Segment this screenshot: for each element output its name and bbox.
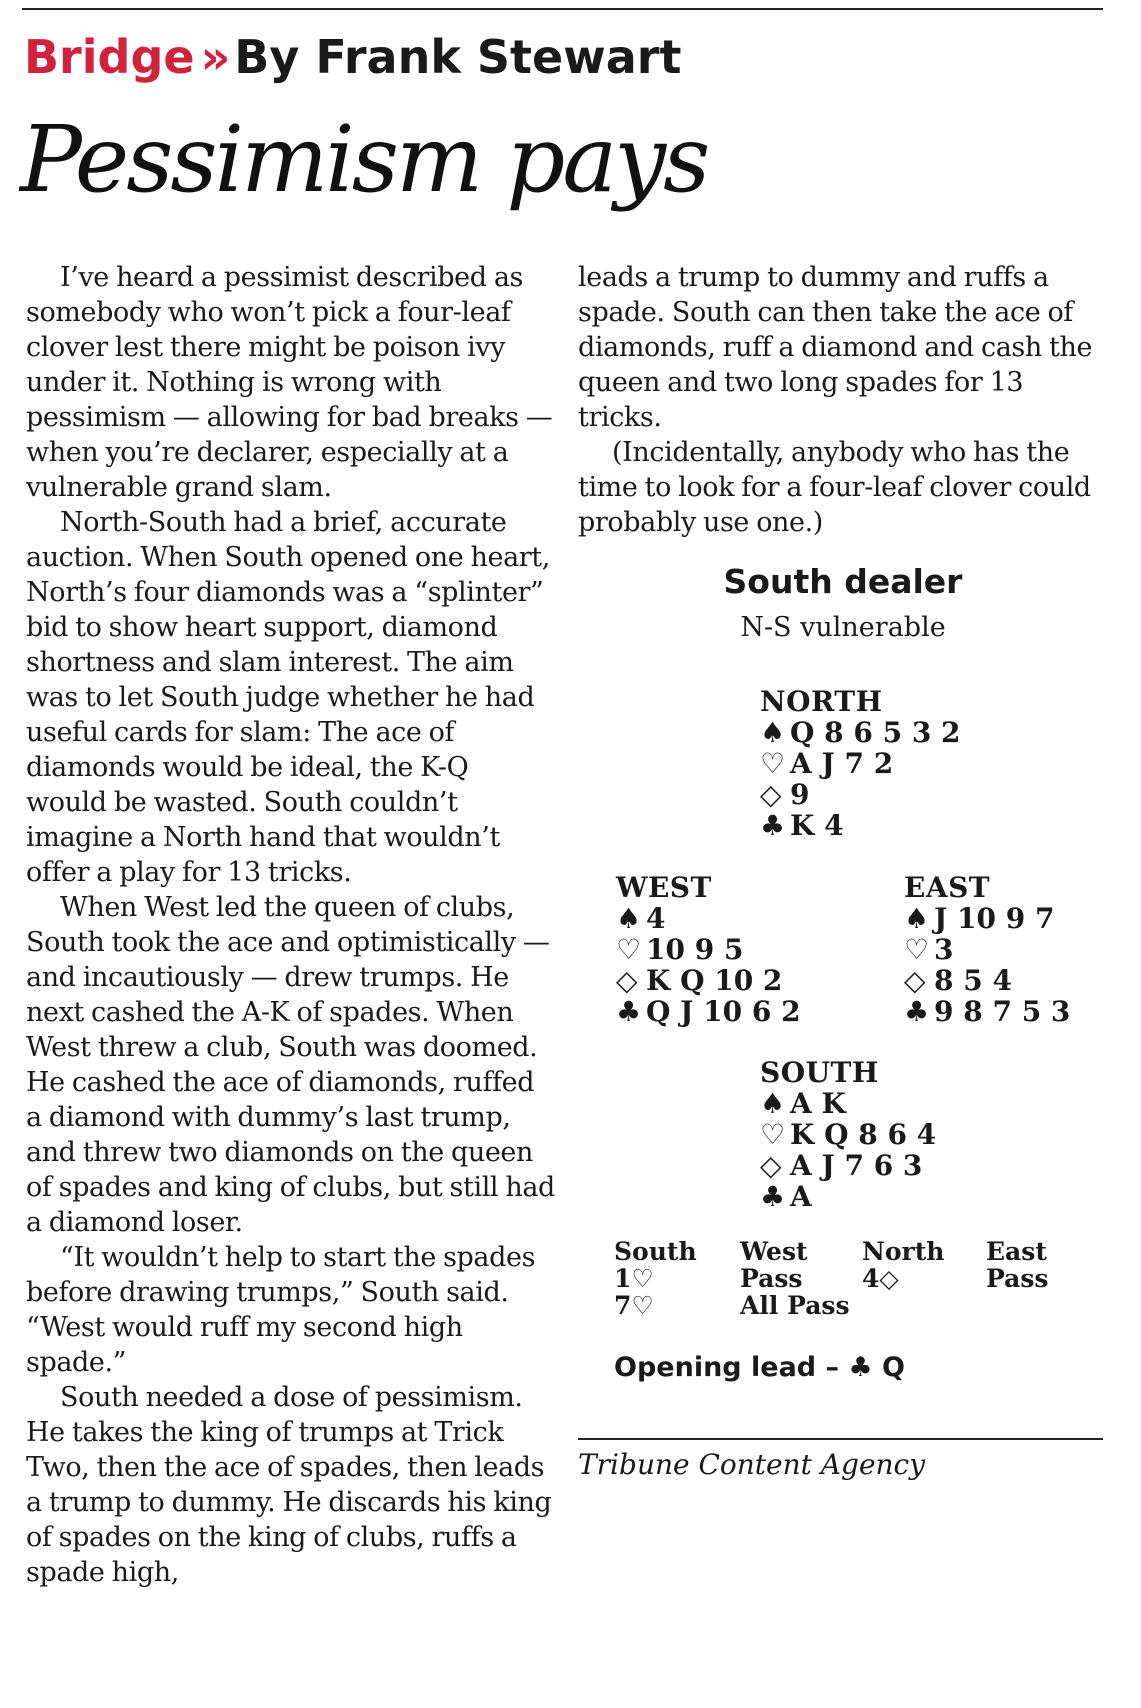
spade-icon: ♠ [760,1087,786,1120]
heart-icon: ♡ [760,747,786,780]
club-icon: ♣ [616,995,642,1028]
bid-header: North [862,1237,945,1266]
clubs-holding: A [790,1180,812,1213]
hearts-holding: 10 9 5 [646,933,744,966]
diamond-icon: ◇ [760,1149,782,1182]
hearts-holding: 3 [934,933,954,966]
bidding-column-north [862,1238,944,1292]
hearts-holding: K Q 8 6 4 [790,1118,937,1151]
diamonds-holding: A J 7 6 3 [790,1149,923,1182]
spade-icon: ♠ [904,902,930,935]
diamonds-holding: 8 5 4 [934,964,1012,997]
heart-icon: ♡ [616,933,642,966]
heart-icon: ♡ [904,933,930,966]
spades-holding: A K [790,1087,846,1120]
hand-south [760,1057,936,1212]
paragraph: (Incidentally, anybody who has the time to look for a four-leaf clover could probably use one.) [578,437,1091,538]
opening-lead: Opening lead – ♣ Q [614,1352,905,1383]
spade-icon: ♠ [760,716,786,749]
bid: All Pass [740,1291,850,1320]
clubs-holding: 9 8 7 5 3 [934,995,1071,1028]
spade-icon: ♠ [616,902,642,935]
bid-header: South [614,1237,697,1266]
club-icon: ♣ [760,1180,786,1213]
diamond-icon: ◇ [760,778,782,811]
bidding-column-west [740,1238,850,1319]
hand-label: SOUTH [760,1056,879,1089]
club-icon: ♣ [904,995,930,1028]
separator-glyph: » [200,30,231,84]
hand-west [616,872,801,1027]
bottom-rule [578,1438,1103,1440]
hand-label: WEST [616,871,712,904]
diamonds-holding: 9 [790,778,810,811]
spades-holding: J 10 9 7 [934,902,1055,935]
hearts-holding: A J 7 2 [790,747,894,780]
bid: 4◇ [862,1264,899,1293]
bid: Pass [740,1264,803,1293]
spades-holding: 4 [646,902,666,935]
paragraph: South needed a dose of pessimism. He takes the king of trumps at Trick Two, then the ace of spades, then leads a trump to dummy. He discards his king of spades on the king of clubs, ruffs a spade high, [26,1382,552,1588]
headline: Pessimism pays [20,106,708,213]
heart-icon: ♡ [760,1118,786,1151]
article-right-column [578,260,1108,540]
hand-east [904,872,1070,1027]
bidding-column-east [986,1238,1048,1292]
clubs-holding: K 4 [790,809,844,842]
paragraph: North-South had a brief, accurate auction. When South opened one heart, North’s four diamonds was a “splinter” bid to show heart support, diamond shortness and slam interest. The aim was to let South judge whether he had useful cards for slam: The ace of diamonds would be ideal, the K-Q would be wasted. South couldn’t imagine a North hand that wouldn’t offer a play for 13 tricks. [26,507,550,888]
deal-title: South dealer [723,562,963,601]
hand-north [760,686,961,841]
diamond-icon: ◇ [616,964,638,997]
bidding-column-south [614,1238,697,1319]
spades-holding: Q 8 6 5 3 2 [790,716,961,749]
clubs-holding: Q J 10 6 2 [646,995,801,1028]
hand-label: NORTH [760,685,883,718]
paragraph: When West led the queen of clubs, South took the ace and optimistically — and incautiously — drew trumps. He next cashed the A-K of spades. When West threw a club, South was doomed. He cashed the ace of diamonds, ruffed a diamond with dummy’s last trump, and threw two diamonds on the queen of spades and king of clubs, but still had a diamond loser. [26,892,555,1238]
deal-vulnerability: N-S vulnerable [740,612,946,643]
top-rule [22,8,1103,10]
column-header [24,30,681,84]
club-icon: ♣ [760,809,786,842]
article-left-column [26,260,556,1590]
credit-line: Tribune Content Agency [578,1448,926,1481]
bid: Pass [986,1264,1049,1293]
paragraph-continuation: leads a trump to dummy and ruffs a spade. South can then take the ace of diamonds, ruff a diamond and cash the queen and two long spades for 13 tricks. [578,262,1093,433]
bid-header: West [740,1237,808,1266]
bid: 7♡ [614,1291,654,1320]
byline: By Frank Stewart [234,30,682,84]
section-kicker: Bridge [24,30,195,84]
bid: 1♡ [614,1264,654,1293]
diamonds-holding: K Q 10 2 [646,964,783,997]
paragraph: “It wouldn’t help to start the spades before drawing trumps,” South said. “West would ruff my second high spade.” [26,1242,536,1378]
paragraph: I’ve heard a pessimist described as somebody who won’t pick a four-leaf clover lest there might be poison ivy under it. Nothing is wrong with pessimism — allowing for bad breaks — when you’re declarer, especially at a vulnerable grand slam. [26,262,553,503]
hand-label: EAST [904,871,991,904]
diamond-icon: ◇ [904,964,926,997]
bid-header: East [986,1237,1047,1266]
